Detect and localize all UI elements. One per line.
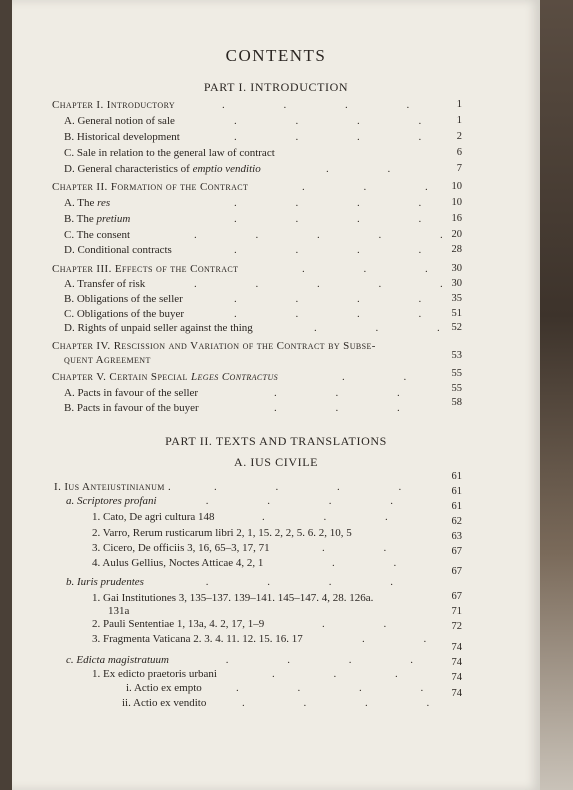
toc-label: Chapter II. Formation of the Contract [52, 181, 249, 193]
toc-label: b. Iuris prudentes [66, 576, 144, 588]
toc-page: 67 [451, 546, 462, 557]
leader-dots [234, 212, 442, 226]
toc-page: 1 [456, 115, 462, 126]
leader-dots [234, 292, 442, 306]
toc-page: 53 [451, 350, 462, 361]
leader-dots [194, 228, 442, 242]
leader-dots [342, 370, 442, 384]
toc-page: 20 [451, 229, 462, 240]
toc-item[interactable] [64, 307, 442, 321]
toc-page: 10 [451, 197, 462, 208]
toc-page: 55 [451, 368, 462, 379]
toc-page: 58 [451, 397, 462, 408]
part2-subheading: A. IUS CIVILE [233, 455, 319, 469]
toc-chapter-5[interactable] [52, 370, 442, 384]
toc-label: ii. Actio ex vendito [122, 697, 207, 709]
toc-page: 67 [451, 566, 462, 577]
toc-label: 2. Varro, Rerum rusticarum libri 2, 1, 15. 2, 2, 5. 6. 2, 10, 5 [92, 527, 352, 539]
toc-page: 71 [451, 606, 462, 617]
contents-page [12, 0, 540, 790]
leader-dots [194, 277, 442, 291]
toc-page: 74 [451, 642, 462, 653]
toc-item[interactable] [64, 130, 442, 144]
leader-dots [242, 696, 442, 710]
toc-page: 63 [451, 531, 462, 542]
toc-label-italic: emptio venditio [192, 163, 261, 175]
toc-label: C. Sale in relation to the general law of contract [64, 147, 275, 159]
toc-item[interactable] [64, 162, 442, 176]
toc-item[interactable] [64, 196, 442, 210]
leader-dots [272, 667, 442, 681]
leader-dots [302, 262, 442, 276]
toc-item[interactable] [126, 681, 442, 695]
toc-item[interactable] [66, 653, 442, 667]
toc-page: 16 [451, 213, 462, 224]
toc-chapter-4[interactable] [52, 339, 442, 353]
toc-chapter-4-continued[interactable] [64, 353, 442, 367]
toc-label: A. General notion of sale [64, 115, 175, 127]
toc-item[interactable] [92, 510, 442, 524]
leader-dots [234, 307, 442, 321]
leader-dots [302, 180, 442, 194]
toc-page: 30 [451, 263, 462, 274]
leader-dots [222, 98, 442, 112]
toc-label: 1. Ex edicto praetoris urbani [92, 668, 217, 680]
toc-item[interactable] [66, 575, 442, 589]
toc-label: 131a [108, 605, 130, 617]
toc-item[interactable] [92, 526, 442, 540]
toc-item[interactable] [64, 114, 442, 128]
toc-page: 67 [451, 591, 462, 602]
toc-label: 3. Cicero, De officiis 3, 16, 65–3, 17, 71 [92, 542, 270, 554]
toc-page: 51 [451, 308, 462, 319]
leader-dots [234, 243, 442, 257]
toc-label: B. Historical development [64, 131, 180, 143]
toc-page: 74 [451, 657, 462, 668]
toc-page: 61 [451, 486, 462, 497]
toc-item[interactable] [64, 212, 442, 226]
toc-item[interactable] [64, 243, 442, 257]
toc-page: 30 [451, 278, 462, 289]
toc-label: Chapter IV. Rescission and Variation of the Contract by Subse- [52, 340, 376, 352]
toc-page: 1 [456, 99, 462, 110]
leader-dots [262, 510, 442, 524]
leader-dots [234, 114, 442, 128]
toc-item[interactable] [92, 667, 442, 681]
toc-label: a. Scriptores profani [66, 495, 157, 507]
toc-label: 1. Gai Institutiones 3, 135–137. 139–141. 145–147. 4, 28. 126a. [92, 592, 374, 604]
toc-label: C. Obligations of the buyer [64, 308, 185, 320]
leader-dots [234, 130, 442, 144]
toc-item[interactable] [64, 228, 442, 242]
leader-dots [236, 681, 442, 695]
toc-page: 72 [451, 621, 462, 632]
toc-item[interactable] [64, 401, 442, 415]
toc-label: Chapter III. Effects of the Contract [52, 263, 239, 275]
leader-dots [314, 321, 442, 335]
toc-item[interactable] [122, 696, 442, 710]
toc-page: 2 [456, 131, 462, 142]
toc-label: I. Ius Anteiustinianum . [54, 481, 172, 493]
toc-label: 2. Pauli Sententiae 1, 13a, 4. 2, 17, 1–9 [92, 618, 265, 630]
toc-item[interactable] [92, 632, 442, 646]
toc-label: D. General characteristics of [64, 163, 190, 175]
toc-label: c. Edicta magistratuum [66, 654, 169, 666]
leader-dots [234, 196, 442, 210]
toc-chapter-1[interactable] [52, 98, 442, 112]
toc-label-italic: pretium [96, 213, 131, 225]
toc-page: 28 [451, 244, 462, 255]
leader-dots [274, 401, 442, 415]
leader-dots [214, 480, 444, 494]
toc-item[interactable] [64, 386, 442, 400]
leader-dots [206, 575, 442, 589]
part1-heading: PART I. INTRODUCTION [203, 80, 349, 94]
toc-label: 4. Aulus Gellius, Noctes Atticae 4, 2, 1 [92, 557, 264, 569]
toc-page: 62 [451, 516, 462, 527]
part2-heading: PART II. TEXTS AND TRANSLATIONS [165, 434, 387, 448]
toc-label-italic: res [97, 197, 111, 209]
toc-page: 74 [451, 688, 462, 699]
toc-item[interactable] [64, 277, 442, 291]
toc-label: B. Pacts in favour of the buyer [64, 402, 199, 414]
toc-label: D. Conditional contracts [64, 244, 172, 256]
toc-label: 3. Fragmenta Vaticana 2. 3. 4. 11. 12. 15. 16. 17 [92, 633, 303, 645]
toc-chapter-2[interactable] [52, 180, 442, 194]
leader-dots [322, 617, 442, 631]
toc-label: quent Agreement [64, 354, 151, 366]
toc-chapter-3[interactable] [52, 262, 442, 276]
toc-item[interactable] [92, 591, 442, 605]
toc-page: 7 [456, 163, 462, 174]
leader-dots [206, 494, 442, 508]
toc-page: 52 [451, 322, 462, 333]
toc-label: A. Transfer of risk [64, 278, 146, 290]
toc-page: 6 [456, 147, 462, 158]
toc-label: A. Pacts in favour of the seller [64, 387, 199, 399]
toc-label: i. Actio ex empto [126, 682, 202, 694]
toc-page: 35 [451, 293, 462, 304]
leader-dots [274, 386, 442, 400]
toc-label: B. Obligations of the seller [64, 293, 183, 305]
toc-page: 74 [451, 672, 462, 683]
leader-dots [362, 632, 442, 646]
toc-page: 10 [451, 181, 462, 192]
toc-item[interactable] [92, 556, 442, 570]
toc-item[interactable] [92, 541, 442, 555]
toc-label-italic: Leges Contractus [191, 371, 279, 383]
toc-page: 55 [451, 383, 462, 394]
leader-dots [326, 162, 442, 176]
toc-label: D. Rights of unpaid seller against the thing [64, 322, 253, 334]
leader-dots [226, 653, 442, 667]
toc-label: C. The consent [64, 229, 131, 241]
toc-page: 61 [451, 501, 462, 512]
leader-dots [322, 541, 442, 555]
toc-label: Chapter V. Certain Special [52, 371, 188, 383]
toc-label: Chapter I. Introductory [52, 99, 176, 111]
toc-item[interactable] [66, 494, 442, 508]
toc-page: 61 [451, 471, 462, 482]
toc-label: A. The [64, 197, 95, 209]
toc-item[interactable] [64, 321, 442, 335]
toc-part2-section[interactable] [54, 480, 444, 494]
toc-item[interactable] [64, 146, 442, 160]
toc-label: B. The [64, 213, 94, 225]
page-title: CONTENTS [225, 46, 327, 65]
leader-dots [332, 556, 442, 570]
toc-item-continued [108, 604, 442, 618]
toc-item[interactable] [64, 292, 442, 306]
toc-item[interactable] [92, 617, 442, 631]
toc-label: 1. Cato, De agri cultura 148 [92, 511, 215, 523]
